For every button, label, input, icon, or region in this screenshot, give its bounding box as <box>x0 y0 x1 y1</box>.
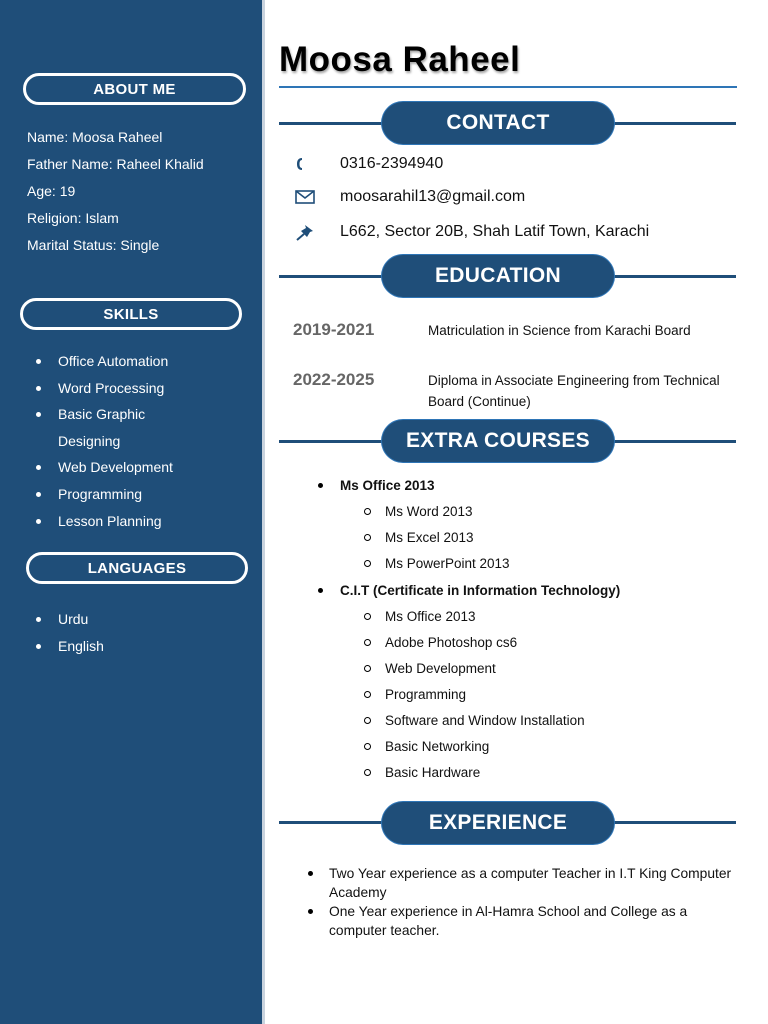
about-item-marital-status: Marital Status: Single <box>27 237 160 253</box>
resume-name: Moosa Raheel <box>279 40 521 79</box>
education-description: Matriculation in Science from Karachi Board <box>428 323 691 338</box>
course-item: Software and Window Installation <box>316 711 620 737</box>
languages-heading: LANGUAGES <box>26 552 248 584</box>
skill-item: Web Development <box>36 454 178 481</box>
skill-item: Lesson Planning <box>36 508 178 535</box>
skills-heading: SKILLS <box>20 298 242 330</box>
experience-heading: EXPERIENCE <box>382 802 614 844</box>
about-item-father-name: Father Name: Raheel Khalid <box>27 156 204 172</box>
about-me-heading: ABOUT ME <box>23 73 246 105</box>
phone-icon <box>295 156 340 172</box>
contact-address: L662, Sector 20B, Shah Latif Town, Karachi <box>340 223 650 240</box>
extra-courses-heading: EXTRA COURSES <box>382 420 614 462</box>
envelope-icon <box>295 190 340 204</box>
contact-email-row <box>295 188 525 206</box>
experience-list <box>306 864 742 940</box>
experience-item: One Year experience in Al-Hamra School and College as a computer teacher. <box>306 902 742 940</box>
course-item: Ms Excel 2013 <box>316 528 620 554</box>
languages-list <box>36 606 104 659</box>
education-years: 2019-2021 <box>293 320 375 339</box>
language-item: Urdu <box>36 606 104 633</box>
extra-courses-list <box>316 476 620 789</box>
language-item: English <box>36 633 104 660</box>
about-item-age: Age: 19 <box>27 183 76 199</box>
course-item: Ms Office 2013 <box>316 607 620 633</box>
contact-address-row <box>295 223 649 241</box>
course-group-title: Ms Office 2013 <box>316 476 620 502</box>
education-item <box>293 320 728 342</box>
education-item <box>293 370 728 412</box>
education-heading: EDUCATION <box>382 255 614 297</box>
contact-phone: 0316-2394940 <box>340 155 444 172</box>
sidebar <box>0 0 262 1024</box>
skills-list <box>36 348 178 534</box>
education-years: 2022-2025 <box>293 370 375 389</box>
skill-item: Office Automation <box>36 348 178 375</box>
course-item: Basic Networking <box>316 737 620 763</box>
sidebar-border <box>262 0 265 1024</box>
education-description: Diploma in Associate Engineering from Technical Board (Continue) <box>428 373 720 409</box>
skill-item: Basic Graphic Designing <box>36 401 178 454</box>
about-me-list <box>27 126 204 261</box>
contact-phone-row <box>295 155 443 173</box>
contact-email[interactable]: moosarahil13@gmail.com <box>340 188 526 205</box>
pushpin-icon <box>295 223 340 241</box>
course-item: Web Development <box>316 659 620 685</box>
skill-item: Word Processing <box>36 375 178 402</box>
experience-item: Two Year experience as a computer Teacher in I.T King Computer Academy <box>306 864 742 902</box>
course-item: Ms Word 2013 <box>316 502 620 528</box>
course-item: Adobe Photoshop cs6 <box>316 633 620 659</box>
course-item: Programming <box>316 685 620 711</box>
about-item-religion: Religion: Islam <box>27 210 119 226</box>
course-group-title: C.I.T (Certificate in Information Technology) <box>316 581 620 607</box>
course-item: Ms PowerPoint 2013 <box>316 554 620 580</box>
contact-heading: CONTACT <box>382 102 614 144</box>
course-item: Basic Hardware <box>316 763 620 789</box>
name-underline <box>279 86 737 88</box>
skill-item: Programming <box>36 481 178 508</box>
about-item-name: Name: Moosa Raheel <box>27 129 163 145</box>
